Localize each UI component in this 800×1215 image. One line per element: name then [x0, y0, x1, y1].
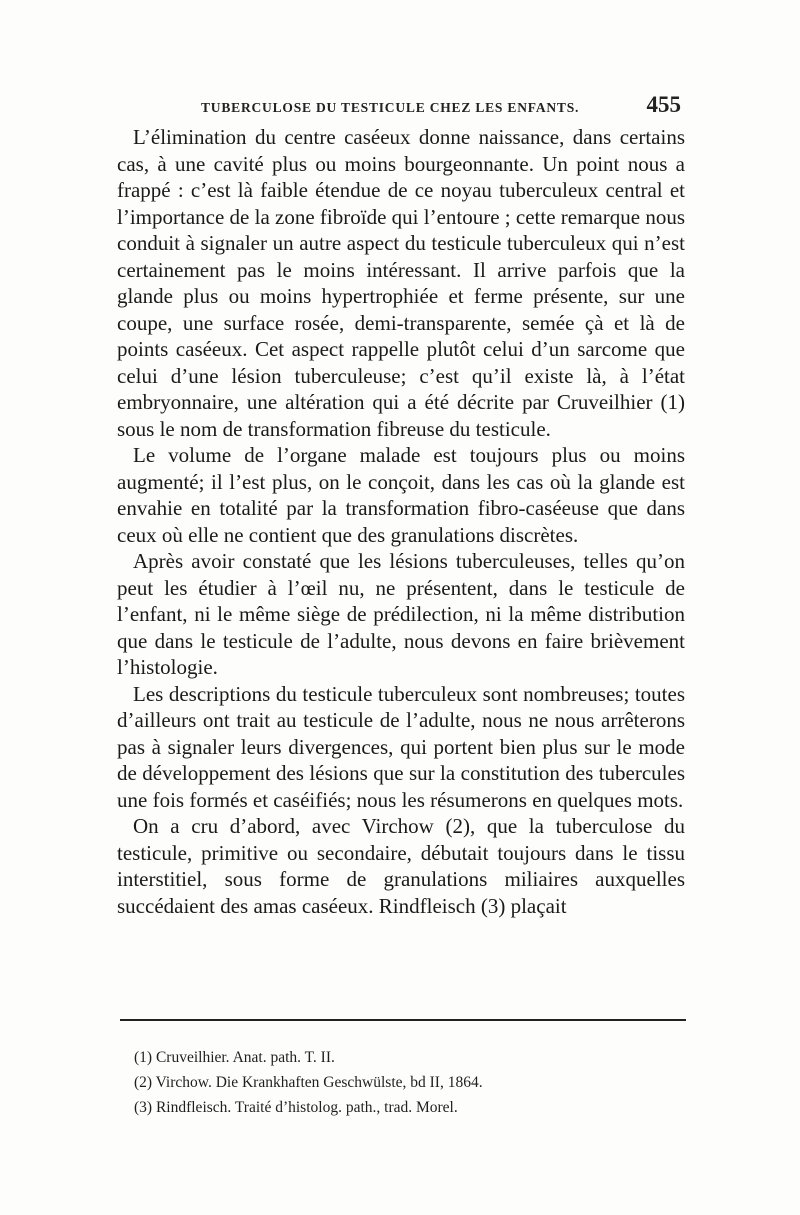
body-text — [117, 124, 685, 919]
running-title: TUBERCULOSE DU TESTICULE CHEZ LES ENFANTS. — [201, 100, 580, 115]
footnote: (2) Virchow. Die Krankhaften Geschwülste, bd II, 1864. — [134, 1074, 483, 1091]
paragraph: Le volume de l’organe malade est toujours plus ou moins augmenté; il l’est plus, on le conçoit, dans les cas où la glande est envahie en totalité par la transformation fibro-caséeuse que dans ceux où elle ne contient que des granulations discrètes. — [117, 443, 685, 547]
paragraph: Après avoir constaté que les lésions tuberculeuses, telles qu’on peut les étudier à l’œil nu, ne présentent, dans le testicule de l’enfant, ni le même siège de prédilection, ni la même distribution que dans le testicule de l’adulte, nous devons en faire brièvement l’histologie. — [117, 549, 685, 679]
paragraph: On a cru d’abord, avec Virchow (2), que la tuberculose du testicule, primitive ou secondaire, débutait toujours dans le tissu interstitiel, sous forme de granulations miliaires auxquelles succédaient des amas caséeux. Rindfleisch (3) plaçait — [117, 814, 685, 918]
footnotes — [134, 1045, 674, 1120]
footnote-divider — [120, 1019, 686, 1021]
paragraph: L’élimination du centre caséeux donne naissance, dans certains cas, à une cavité plus ou moins bourgeonnante. Un point nous a frappé : c’est là faible étendue de ce noyau tuberculeux central et l’importance de la zone fibroïde qui l’entoure ; cette remarque nous conduit à signaler un autre aspect du testicule tuberculeux qui n’est certainement pas le moins intéressant. Il arrive parfois que la glande plus ou moins hypertrophiée et ferme présente, sur une coupe, une surface rosée, demi-transparente, semée çà et là de points caséeux. Cet aspect rappelle plutôt celui d’un sarcome que celui d’une lésion tuberculeuse; c’est qu’il existe là, à l’état embryonnaire, une altération qui a été décrite par Cruveilhier (1) sous le nom de transformation fibreuse du testicule. — [117, 125, 685, 441]
paragraph: Les descriptions du testicule tuberculeux sont nombreuses; toutes d’ailleurs ont trait au testicule de l’adulte, nous ne nous arrêterons pas à signaler leurs divergences, qui portent bien plus sur le mode de développement des lésions que sur la constitution des tubercules une fois formés et caséifiés; nous les résumerons en quelques mots. — [117, 681, 685, 812]
page-number: 455 — [646, 92, 681, 117]
running-header — [117, 92, 687, 122]
footnote: (3) Rindfleisch. Traité d’histolog. path., trad. Morel. — [134, 1099, 458, 1116]
footnote: (1) Cruveilhier. Anat. path. T. II. — [134, 1049, 335, 1066]
